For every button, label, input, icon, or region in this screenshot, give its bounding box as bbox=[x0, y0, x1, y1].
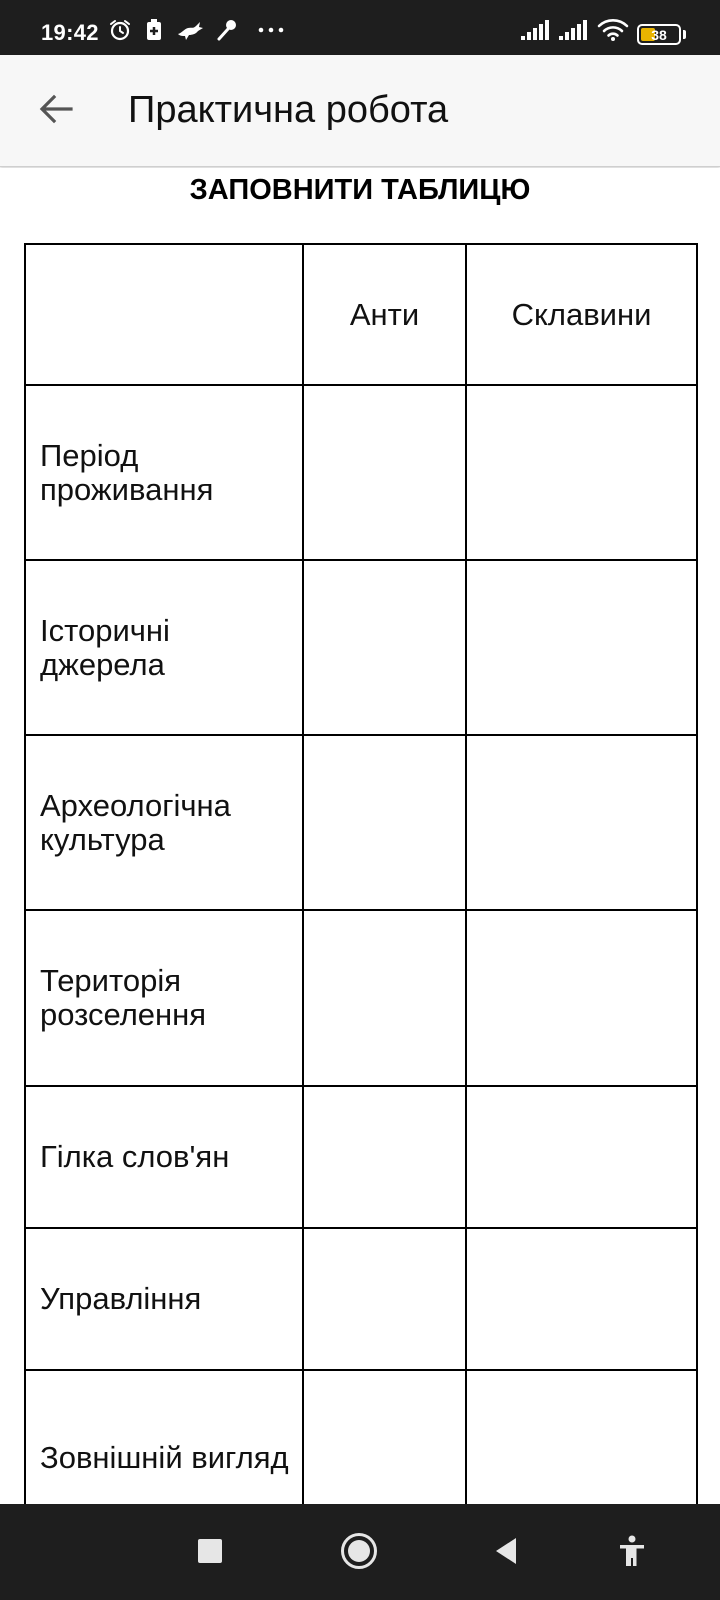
signal-bars-icon bbox=[558, 18, 588, 42]
status-time: 19:42 bbox=[41, 20, 99, 45]
table-cell bbox=[303, 910, 466, 1086]
home-button[interactable] bbox=[334, 1528, 384, 1578]
table-row bbox=[25, 385, 697, 560]
app-bar bbox=[0, 55, 720, 167]
table-cell bbox=[303, 1228, 466, 1370]
microphone-icon bbox=[216, 18, 238, 42]
battery-tip bbox=[683, 30, 686, 39]
table-row bbox=[25, 735, 697, 910]
table-cell bbox=[303, 560, 466, 735]
accessibility-button[interactable] bbox=[607, 1528, 657, 1578]
document-heading: ЗАПОВНИТИ ТАБЛИЦЮ bbox=[189, 174, 531, 206]
document-viewer[interactable] bbox=[0, 168, 720, 1504]
table-cell bbox=[466, 1370, 697, 1504]
table-cell bbox=[303, 1370, 466, 1504]
table-cell bbox=[303, 1086, 466, 1228]
fill-in-table bbox=[24, 243, 698, 1504]
back-nav-button[interactable] bbox=[481, 1528, 531, 1578]
battery-icon bbox=[637, 24, 681, 45]
column-header-sklavyny: Склавини bbox=[466, 244, 697, 385]
alarm-clock-icon bbox=[108, 18, 132, 42]
recents-button[interactable] bbox=[185, 1528, 235, 1578]
column-header-anty: Анти bbox=[303, 244, 466, 385]
back-button[interactable] bbox=[30, 85, 82, 137]
status-bar bbox=[0, 0, 720, 55]
row-label: Управління bbox=[25, 1228, 303, 1370]
home-circle-icon bbox=[340, 1532, 378, 1575]
arrow-back-icon bbox=[38, 91, 74, 132]
table-header-row bbox=[25, 244, 697, 385]
battery-saver-icon bbox=[144, 18, 164, 42]
back-triangle-icon bbox=[493, 1536, 519, 1571]
table-cell bbox=[466, 1086, 697, 1228]
table-row bbox=[25, 1370, 697, 1504]
row-label: Гілка слов'ян bbox=[25, 1086, 303, 1228]
row-label: Зовнішній вигляд bbox=[25, 1370, 303, 1504]
row-label: Історичні джерела bbox=[25, 560, 303, 735]
wifi-icon bbox=[597, 18, 629, 42]
table-cell bbox=[466, 735, 697, 910]
table-corner-cell bbox=[25, 244, 303, 385]
table-row bbox=[25, 1228, 697, 1370]
table-cell bbox=[466, 560, 697, 735]
table-cell bbox=[303, 385, 466, 560]
signal-bars-icon bbox=[520, 18, 550, 42]
navigation-bar bbox=[0, 1504, 720, 1600]
table-row bbox=[25, 910, 697, 1086]
table-row bbox=[25, 560, 697, 735]
accessibility-icon bbox=[617, 1535, 647, 1572]
more-dots-icon bbox=[257, 18, 285, 42]
page-title: Практична робота bbox=[128, 89, 449, 131]
battery-level-text: 38 bbox=[651, 26, 667, 43]
row-label: Територія розселення bbox=[25, 910, 303, 1086]
dragon-app-icon bbox=[176, 18, 204, 42]
table-cell bbox=[466, 1228, 697, 1370]
table-cell bbox=[466, 910, 697, 1086]
row-label: Археологічна культура bbox=[25, 735, 303, 910]
table-cell bbox=[303, 735, 466, 910]
table-cell bbox=[466, 385, 697, 560]
row-label: Період проживання bbox=[25, 385, 303, 560]
recents-square-icon bbox=[197, 1538, 223, 1569]
table-row bbox=[25, 1086, 697, 1228]
